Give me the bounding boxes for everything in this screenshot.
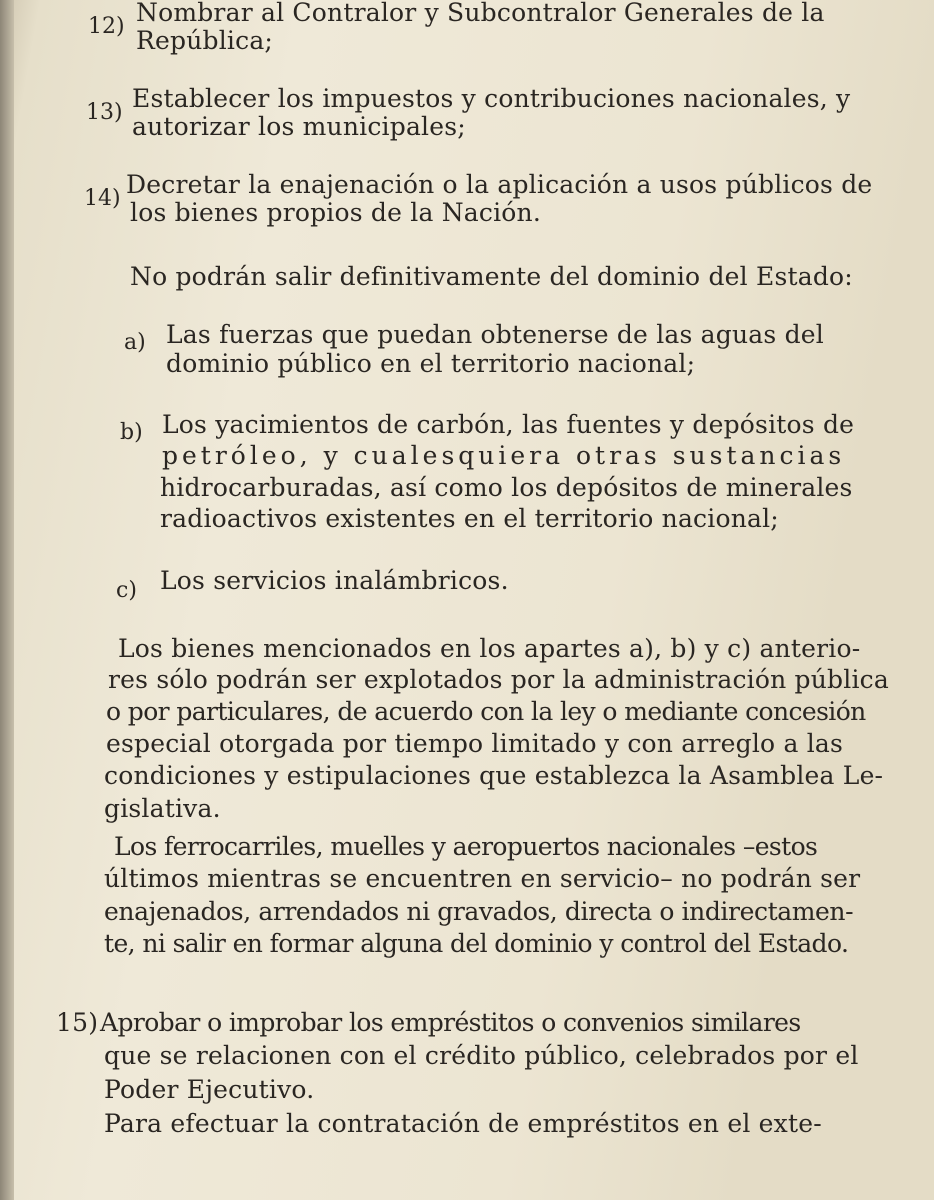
- paragraph-2-line-3: enajenados, arrendados ni gravados, directa o indirectamen-: [104, 897, 854, 926]
- item-14-line-2: los bienes propios de la Nación.: [130, 198, 541, 227]
- item-13-line-2: autorizar los municipales;: [132, 112, 466, 141]
- item-15-line-4: Para efectuar la contratación de empréstitos en el exte-: [104, 1109, 822, 1138]
- paragraph-2-line-1: Los ferrocarriles, muelles y aeropuertos nacionales –estos: [114, 832, 818, 861]
- subitem-a-line-2: dominio público en el territorio nacional;: [166, 349, 696, 378]
- paragraph-1-line-6: gislativa.: [104, 794, 221, 823]
- item-15-line-2: que se relacionen con el crédito público, celebrados por el: [104, 1041, 859, 1070]
- page-edge: [0, 0, 14, 1200]
- item-12-line-2: República;: [136, 26, 274, 55]
- paragraph-1-line-4: especial otorgada por tiempo limitado y con arreglo a las: [106, 729, 844, 758]
- subitem-b-line-1: Los yacimientos de carbón, las fuentes y depósitos de: [162, 410, 855, 439]
- paragraph-1-line-3: o por particulares, de acuerdo con la ley o mediante concesión: [106, 697, 866, 726]
- item-15-line-3: Poder Ejecutivo.: [104, 1075, 315, 1104]
- item-14-line-1: Decretar la enajenación o la aplicación a usos públicos de: [126, 170, 873, 199]
- subitem-c-line-1: Los servicios inalámbricos.: [160, 566, 509, 595]
- item-number-13: 13): [86, 100, 123, 125]
- item-13-line-1: Establecer los impuestos y contribuciones nacionales, y: [132, 84, 851, 113]
- subitem-b-line-3: hidrocarburadas, así como los depósitos de minerales: [160, 473, 853, 502]
- paragraph-2-line-4: te, ni salir en formar alguna del dominio y control del Estado.: [104, 929, 849, 958]
- paragraph-2-line-2: últimos mientras se encuentren en servicio– no podrán ser: [104, 864, 861, 893]
- subitem-b-line-2: petróleo, y cualesquiera otras sustancias: [162, 441, 846, 470]
- subitem-b-label: b): [120, 420, 143, 445]
- item-15-line-1: Aprobar o improbar los empréstitos o convenios similares: [100, 1008, 801, 1037]
- paragraph-1-line-5: condiciones y estipulaciones que establezca la Asamblea Le-: [104, 761, 884, 790]
- paragraph-1-line-2: res sólo podrán ser explotados por la administración pública: [108, 665, 889, 694]
- item-number-14: 14): [84, 186, 121, 211]
- subitem-a-line-1: Las fuerzas que puedan obtenerse de las aguas del: [166, 320, 824, 349]
- paragraph-1-line-1: Los bienes mencionados en los apartes a), b) y c) anterio-: [118, 634, 861, 663]
- subitem-a-label: a): [124, 330, 146, 355]
- item-14-intro: No podrán salir definitivamente del dominio del Estado:: [130, 262, 853, 291]
- item-12-line-1: Nombrar al Contralor y Subcontralor Generales de la: [136, 0, 825, 27]
- item-number-12: 12): [88, 14, 125, 39]
- subitem-b-line-4: radioactivos existentes en el territorio nacional;: [160, 504, 779, 533]
- item-number-15: 15): [56, 1008, 99, 1037]
- subitem-c-label: c): [116, 578, 137, 603]
